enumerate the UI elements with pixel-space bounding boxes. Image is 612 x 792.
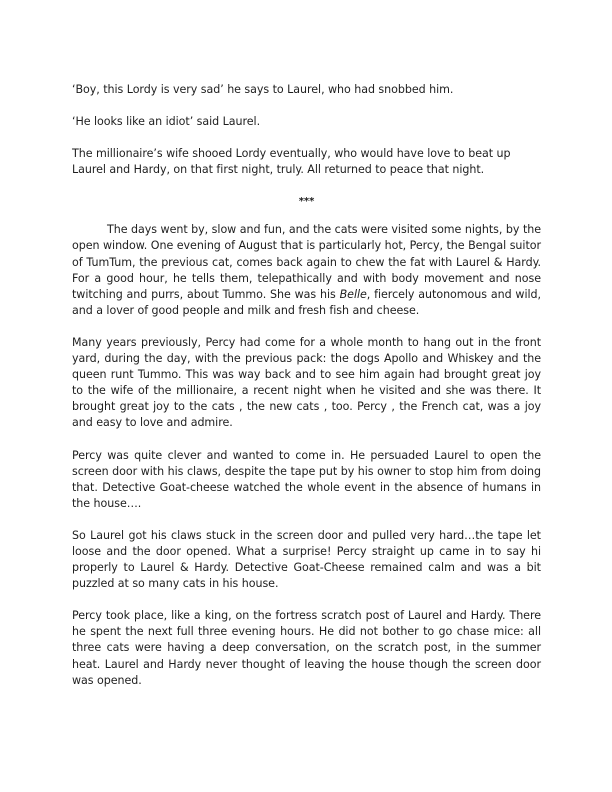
section-separator: *** [298, 196, 315, 208]
paragraph-many-years: Many years previously, Percy had come for a whole month to hang out in the front yard, during the day, with the previous pack: the dogs Apollo and Whiskey and the queen runt Tummo. This was way back and to see him again had brought great joy to the wife of the millionaire, a recent night when he visited and she was there. It brought great joy to the cats , the new cats , too. Percy , the French cat, was a joy and easy to love and admire. [72, 335, 541, 430]
paragraph-percy-clever: Percy was quite clever and wanted to come in. He persuaded Laurel to open the screen door with his claws, despite the tape put by his owner to stop him from doing that. Detective Goat-cheese watched the whole event in the absence of humans in the house…. [72, 448, 541, 510]
paragraph-scratch-post: Percy took place, like a king, on the fortress scratch post of Laurel and Hardy. There he spent the next full three evening hours. He did not bother to go chase mice: all three cats were having a deep conversation, on the scratch post, in the summer heat. Laurel and Hardy never thought of leaving the house though the screen door was opened. [72, 609, 541, 687]
document-page [72, 82, 541, 705]
paragraph-claws-stuck: So Laurel got his claws stuck in the screen door and pulled very hard…the tape let loose and the door opened. What a surprise! Percy straight up came in to say hi properly to Laurel & Hardy. Detective Goat-Cheese remained calm and was a bit puzzled at so many cats in his house. [72, 528, 541, 591]
paragraph-days-went-by [72, 222, 541, 319]
paragraph-days-went-by-text-end: , fiercely autonomous and wild, and a lover of good people and milk and fresh fish and cheese. [72, 287, 541, 317]
italic-belle: Belle [339, 287, 367, 301]
paragraph-days-went-by-text: The days went by, slow and fun, and the cats were visited some nights, by the open window. One evening of August that is particularly hot, Percy, the Bengal suitor of TumTum, the previous cat, comes back again to chew the fat with Laurel & Hardy. For a good hour, he tells them, telepathically and with body movement and nose twitching and purrs, about Tummo. She was his [72, 223, 541, 301]
paragraph-idiot: ‘He looks like an idiot’ said Laurel. [72, 115, 261, 129]
paragraph-millionaires-wife: The millionaire’s wife shooed Lordy eventually, who would have love to beat up Laurel and Hardy, on that first night, truly. All returned to peace that night. [72, 147, 511, 177]
paragraph-lordy-sad: ‘Boy, this Lordy is very sad’ he says to Laurel, who had snobbed him. [72, 83, 454, 96]
